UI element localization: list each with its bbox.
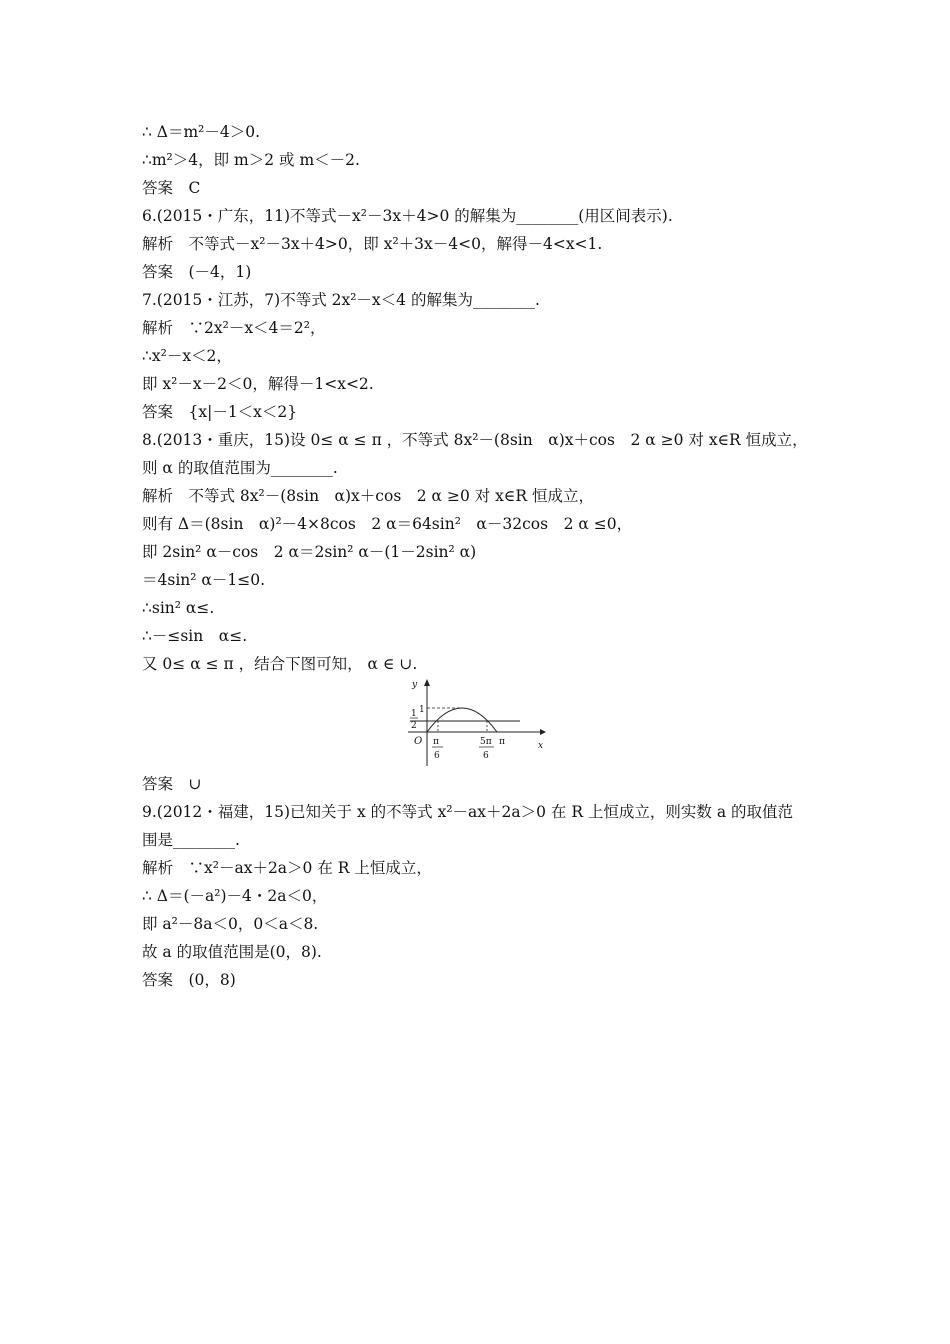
pi-label: π (499, 737, 505, 747)
half-label-den: 2 (411, 721, 417, 731)
text-line: 故 a 的取值范围是(0，8). (142, 943, 322, 961)
text-line: ∴sin² α≤. (142, 599, 215, 617)
text-line: ∴ Δ＝m²－4＞0. (142, 123, 261, 141)
text-line: 又 0≤ α ≤ π ，结合下图可知， α ∈ ∪. (142, 655, 418, 673)
analysis-line: 解析 ∵x²－ax＋2a＞0 在 R 上恒成立， (142, 859, 432, 877)
text-line: 即 2sin² α－cos 2 α＝2sin² α－(1－2sin² α) (142, 543, 477, 561)
text-line: 即 x²－x－2＜0，解得－1<x<2. (142, 375, 374, 393)
question-9-cont: 围是________. (142, 831, 240, 849)
one-label: 1 (419, 705, 425, 715)
sine-graph-figure (400, 676, 560, 770)
pi6-den: 6 (434, 751, 440, 761)
text-line: 即 a²－8a＜0，0＜a＜8. (142, 915, 319, 933)
analysis-line: 解析 不等式－x²－3x＋4>0，即 x²＋3x－4<0，解得－4<x<1. (142, 235, 603, 253)
question-8-cont: 则 α 的取值范围为________. (142, 459, 338, 477)
question-8: 8.(2013・重庆，15)设 0≤ α ≤ π ，不等式 8x²－(8sin α)x＋cos 2 α ≥0 对 x∈R 恒成立， (142, 431, 808, 449)
answer-line: 答案 (0，8) (142, 971, 236, 989)
text-line: ∴m²＞4，即 m＞2 或 m＜－2. (142, 151, 360, 169)
answer-line: 答案 (－4，1) (142, 263, 252, 281)
y-arrow-icon (424, 679, 430, 686)
text-line: ＝4sin² α－1≤0. (142, 571, 266, 589)
half-label-num: 1 (411, 709, 417, 719)
answer-line: 答案 {x|－1＜x＜2} (142, 403, 298, 421)
question-9: 9.(2012・福建，15)已知关于 x 的不等式 x²－ax＋2a＞0 在 R 上恒成立，则实数 a 的取值范 (142, 803, 794, 821)
question-6: 6.(2015・广东，11)不等式－x²－3x＋4>0 的解集为________(用区间表示). (142, 207, 673, 225)
x-arrow-icon (540, 729, 546, 735)
y-axis-label: y (412, 680, 418, 690)
answer-line: 答案 C (142, 179, 201, 197)
text-line: ∴－≤sin α≤. (142, 627, 248, 645)
five-pi6-den: 6 (483, 751, 489, 761)
question-7: 7.(2015・江苏，7)不等式 2x²－x＜4 的解集为________. (142, 291, 540, 309)
text-line: 则有 Δ＝(8sin α)²－4×8cos 2 α＝64sin² α－32cos 2 α ≤0， (142, 515, 633, 533)
answer-line: 答案 ∪ (142, 775, 202, 793)
text-line: ∴x²－x＜2， (142, 347, 232, 365)
x-axis-label: x (538, 741, 544, 751)
text-line: ∴ Δ＝(－a²)－4・2a＜0， (142, 887, 328, 905)
analysis-line: 解析 不等式 8x²－(8sin α)x＋cos 2 α ≥0 对 x∈R 恒成立， (142, 487, 594, 505)
sine-curve (427, 708, 497, 732)
pi6-num: π (433, 737, 439, 747)
five-pi6-num: 5π (480, 737, 492, 747)
analysis-line: 解析 ∵2x²－x＜4＝2²， (142, 319, 326, 337)
origin-label: O (414, 736, 423, 747)
